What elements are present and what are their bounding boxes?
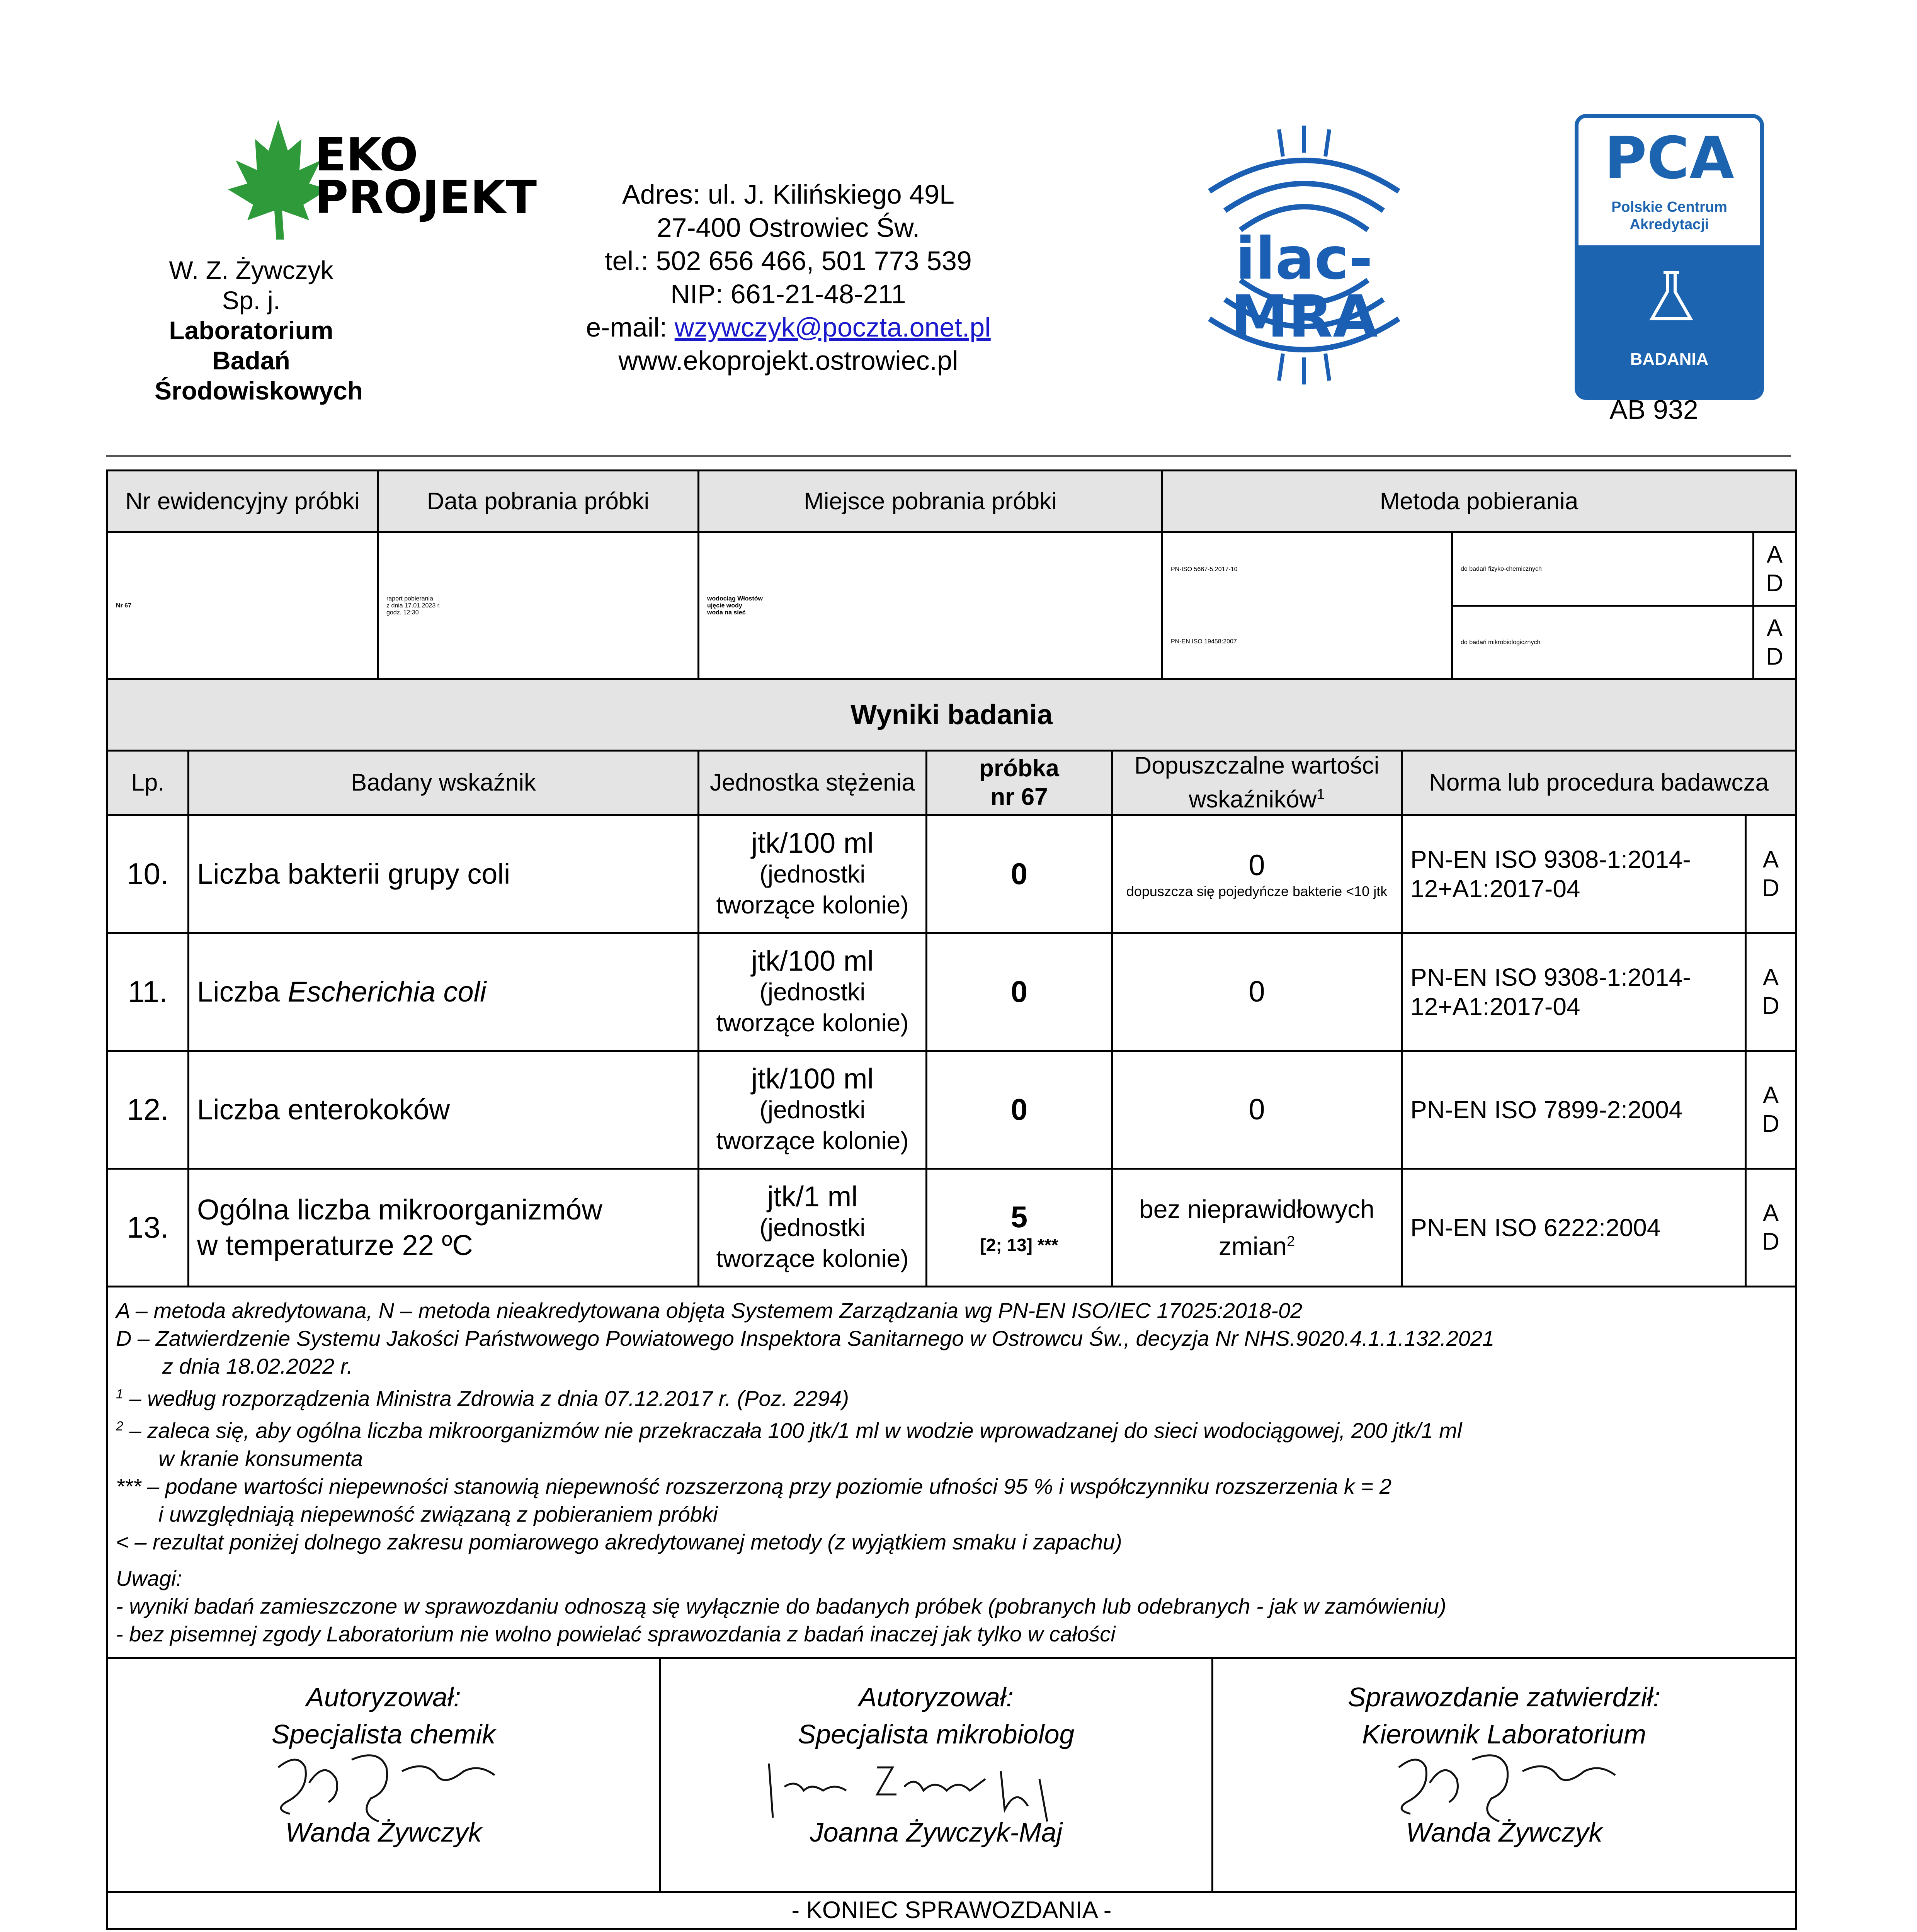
sample-date-line3: godz. 12:30 bbox=[386, 609, 419, 616]
address-website: www.ekoprojekt.ostrowiec.pl bbox=[618, 345, 958, 376]
ilac-text: ilac-MRA bbox=[1230, 225, 1378, 350]
method2-ad: A D bbox=[1754, 606, 1796, 679]
sample-place-line1: wodociąg Włostów bbox=[707, 595, 763, 602]
signature-name: Joanna Żywczyk-Maj bbox=[810, 1817, 1063, 1847]
sample-date bbox=[378, 532, 699, 679]
remark-1: - wyniki badań zamieszczone w sprawozdaniu odnoszą się wyłącznie do badanych próbek (pobranych lub odebranych - jak w zamówieniu) bbox=[116, 1594, 1446, 1618]
note-2b: w kranie konsumenta bbox=[158, 1446, 363, 1471]
lab-name-2: Środowiskowych bbox=[155, 376, 363, 405]
remark-2: - bez pisemnej zgody Laboratorium nie wolno powielać sprawozdania z badań inaczej jak tylko w całości bbox=[116, 1621, 1116, 1646]
note-2-sup: 2 bbox=[116, 1419, 123, 1434]
handwritten-signature bbox=[1383, 1736, 1623, 1825]
signature-title: Specjalista mikrobiolog bbox=[798, 1719, 1075, 1749]
row-norm: PN-EN ISO 9308-1:2014-12+A1:2017-04 bbox=[1402, 933, 1746, 1051]
row-ad: A D bbox=[1746, 1168, 1796, 1286]
note-1 bbox=[116, 1380, 1787, 1413]
row-allowed-sup: 2 bbox=[1286, 1233, 1295, 1250]
row-lp: 12. bbox=[107, 1051, 189, 1168]
signature-name: Wanda Żywczyk bbox=[285, 1817, 482, 1847]
address-city: 27-400 Ostrowiec Św. bbox=[657, 213, 920, 243]
col-header-sample-1: próbka bbox=[979, 755, 1059, 782]
row-ad: A D bbox=[1746, 815, 1796, 933]
signature-role: Sprawozdanie zatwierdził: bbox=[1347, 1682, 1661, 1712]
pca-subtitle-2: Akredytacji bbox=[1630, 216, 1709, 233]
method2-standard: PN-EN ISO 19458:2007 bbox=[1162, 606, 1452, 679]
row-norm: PN-EN ISO 9308-1:2014-12+A1:2017-04 bbox=[1402, 815, 1746, 933]
row-unit bbox=[699, 933, 927, 1051]
row-indicator-prefix: Liczba bbox=[197, 975, 288, 1008]
sample-place bbox=[699, 532, 1162, 679]
sample-place-line2: ujęcie wody bbox=[707, 602, 742, 609]
sample-info-block bbox=[106, 469, 1795, 1930]
note-d1: D – Zatwierdzenie Systemu Jakości Państwowego Powiatowego Inspektora Sanitarnego w Ostrowcu Św., decyzja Nr NHS.9020.4.1.1.132.2021 bbox=[116, 1326, 1495, 1350]
row-indicator-line2: w temperaturze 22 ºC bbox=[197, 1229, 473, 1261]
company-name: W. Z. Żywczyk Sp. j. bbox=[169, 256, 333, 315]
row-sample-value: 0 bbox=[927, 815, 1112, 933]
col-header-allowed-sup: 1 bbox=[1317, 786, 1325, 803]
pca-logo bbox=[1575, 114, 1764, 400]
row-allowed bbox=[1112, 1168, 1402, 1286]
method1-purpose: do badań fizyko-chemicznych bbox=[1452, 532, 1754, 606]
row-unit-main: jtk/1 ml bbox=[767, 1180, 858, 1213]
row-ad: A D bbox=[1746, 933, 1796, 1051]
row-indicator: Liczba bakterii grupy coli bbox=[189, 815, 699, 933]
sample-date-line2: z dnia 17.01.2023 r. bbox=[386, 602, 441, 609]
row-unit-sub: (jednostki tworzące kolonie) bbox=[716, 978, 909, 1037]
company-block bbox=[155, 255, 363, 406]
row-indicator-line1: Ogólna liczba mikroorganizmów bbox=[197, 1193, 602, 1226]
col-header-sample-2: nr 67 bbox=[990, 783, 1048, 810]
row-allowed bbox=[1112, 815, 1402, 933]
result-row bbox=[107, 1051, 1796, 1168]
notes-block bbox=[107, 1286, 1796, 1658]
note-1-text: – według rozporządzenia Ministra Zdrowia z dnia 07.12.2017 r. (Poz. 2294) bbox=[123, 1386, 849, 1411]
note-2-text: – zaleca się, aby ogólna liczba mikroorganizmów nie przekraczała 100 jtk/1 ml w wodzie wprowadzanej do sieci wodociągowej, 200 jtk/1 ml bbox=[123, 1418, 1462, 1443]
row-indicator: Liczba enterokoków bbox=[189, 1051, 699, 1168]
sample-number: Nr 67 bbox=[107, 532, 378, 679]
remarks-title: Uwagi: bbox=[116, 1566, 182, 1590]
address-nip: NIP: 661-21-48-211 bbox=[670, 279, 906, 309]
result-row bbox=[107, 933, 1796, 1051]
row-sample-value: 0 bbox=[927, 1051, 1112, 1168]
row-unit-main: jtk/100 ml bbox=[751, 944, 874, 977]
row-allowed: 0 bbox=[1112, 1051, 1402, 1168]
header-divider bbox=[106, 455, 1791, 457]
note-3: *** – podane wartości niepewności stanowią niepewność rozszerzoną przy poziomie ufności 95 % i współczynniku rozszerzenia k = 2 bbox=[116, 1474, 1392, 1498]
row-sample-number: 5 bbox=[1010, 1200, 1028, 1234]
ilac-mra-logo bbox=[1163, 114, 1445, 396]
row-ad: A D bbox=[1746, 1051, 1796, 1168]
address-street: Adres: ul. J. Kilińskiego 49L bbox=[622, 179, 954, 209]
row-unit bbox=[699, 1051, 927, 1168]
row-norm: PN-EN ISO 7899-2:2004 bbox=[1402, 1051, 1746, 1168]
col-header-norm: Norma lub procedura badawcza bbox=[1402, 751, 1796, 815]
pca-badania-panel bbox=[1579, 245, 1760, 396]
note-4: < – rezultat poniżej dolnego zakresu pomiarowego akredytowanej metody (z wyjątkiem smaku i zapachu) bbox=[116, 1529, 1122, 1554]
row-indicator-species: Escherichia coli bbox=[287, 975, 486, 1008]
row-sample-value bbox=[927, 1168, 1112, 1286]
address-block bbox=[522, 178, 1055, 377]
row-allowed-value: bez nieprawidłowych zmian bbox=[1139, 1194, 1374, 1260]
row-allowed-value: 0 bbox=[1249, 849, 1265, 882]
signature-role: Autoryzował: bbox=[306, 1682, 461, 1712]
signature-block bbox=[1213, 1658, 1796, 1892]
handwritten-signature bbox=[263, 1736, 502, 1825]
method2-purpose: do badań mikrobiologicznych bbox=[1452, 606, 1754, 679]
row-allowed: 0 bbox=[1112, 933, 1402, 1051]
lab-name-1: Laboratorium Badań bbox=[169, 316, 333, 375]
row-unit bbox=[699, 1168, 927, 1286]
row-allowed-note: dopuszcza się pojedyńcze bakterie <10 jtk bbox=[1126, 883, 1388, 899]
col-header-method: Metoda pobierania bbox=[1162, 471, 1796, 532]
col-header-sample bbox=[927, 751, 1112, 815]
signatures-table bbox=[106, 1657, 1797, 1930]
note-3b: i uwzględniają niepewność związaną z pobieraniem próbki bbox=[158, 1502, 718, 1526]
logo-text-projekt: PROJEKT bbox=[315, 170, 537, 224]
results-table bbox=[106, 678, 1797, 1659]
sample-date-line1: raport pobierania bbox=[386, 595, 433, 602]
address-email-line bbox=[522, 311, 1055, 344]
row-sample-value: 0 bbox=[927, 933, 1112, 1051]
results-section-title: Wyniki badania bbox=[107, 679, 1796, 751]
col-header-unit: Jednostka stężenia bbox=[699, 751, 927, 815]
signature-role: Autoryzował: bbox=[859, 1682, 1014, 1712]
method1-ad: A D bbox=[1754, 532, 1796, 606]
logo-text-eko: EKO bbox=[315, 128, 418, 181]
signature-title: Kierownik Laboratorium bbox=[1362, 1719, 1647, 1749]
method1-standard: PN-ISO 5667-5:2017-10 bbox=[1162, 532, 1452, 606]
signature-title: Specjalista chemik bbox=[271, 1719, 496, 1749]
note-1-sup: 1 bbox=[116, 1386, 123, 1401]
row-indicator bbox=[189, 933, 699, 1051]
row-unit-sub: (jednostki tworzące kolonie) bbox=[716, 860, 909, 919]
address-phone: tel.: 502 656 466, 501 773 539 bbox=[605, 246, 972, 276]
pca-title: PCA bbox=[1604, 125, 1735, 192]
row-unit bbox=[699, 815, 927, 933]
result-row bbox=[107, 815, 1796, 933]
row-unit-sub: (jednostki tworzące kolonie) bbox=[716, 1213, 909, 1272]
sample-info-table bbox=[106, 469, 1797, 680]
col-header-lp: Lp. bbox=[107, 751, 189, 815]
email-link[interactable]: wzywczyk@poczta.onet.pl bbox=[674, 312, 991, 342]
pca-badania-label: BADANIA bbox=[1630, 350, 1709, 369]
row-norm: PN-EN ISO 6222:2004 bbox=[1402, 1168, 1746, 1286]
note-a: A – metoda akredytowana, N – metoda nieakredytowana objęta Systemem Zarządzania wg PN-EN ISO/IEC 17025:2018-02 bbox=[116, 1298, 1303, 1323]
accreditation-number: AB 932 bbox=[1609, 395, 1698, 425]
row-lp: 13. bbox=[107, 1168, 189, 1286]
col-header-date: Data pobrania próbki bbox=[378, 471, 699, 532]
col-header-place: Miejsce pobrania próbki bbox=[699, 471, 1162, 532]
row-indicator bbox=[189, 1168, 699, 1286]
col-header-indicator: Badany wskaźnik bbox=[189, 751, 699, 815]
signature-name: Wanda Żywczyk bbox=[1406, 1817, 1602, 1847]
pca-subtitle-1: Polskie Centrum bbox=[1611, 199, 1727, 215]
row-unit-sub: (jednostki tworzące kolonie) bbox=[716, 1095, 909, 1155]
signature-block bbox=[107, 1658, 660, 1892]
row-unit-main: jtk/100 ml bbox=[751, 827, 874, 859]
row-lp: 10. bbox=[107, 815, 189, 933]
sample-place-line3: woda na sieć bbox=[707, 609, 746, 616]
eko-projekt-logo bbox=[205, 116, 537, 240]
signature-block bbox=[660, 1658, 1213, 1892]
note-2 bbox=[116, 1412, 1787, 1445]
note-d2: z dnia 18.02.2022 r. bbox=[162, 1354, 353, 1378]
result-row bbox=[107, 1168, 1796, 1286]
email-label: e-mail: bbox=[586, 312, 675, 342]
flask-icon bbox=[1644, 269, 1698, 327]
row-unit-main: jtk/100 ml bbox=[751, 1062, 874, 1095]
row-sample-uncertainty: [2; 13] *** bbox=[980, 1235, 1058, 1255]
end-of-report: - KONIEC SPRAWOZDANIA - bbox=[107, 1892, 1796, 1929]
row-lp: 11. bbox=[107, 933, 189, 1051]
col-header-allowed bbox=[1112, 751, 1402, 815]
col-header-allowed-text: Dopuszczalne wartości wskaźników bbox=[1134, 752, 1379, 813]
col-header-nr: Nr ewidencyjny próbki bbox=[107, 471, 378, 532]
